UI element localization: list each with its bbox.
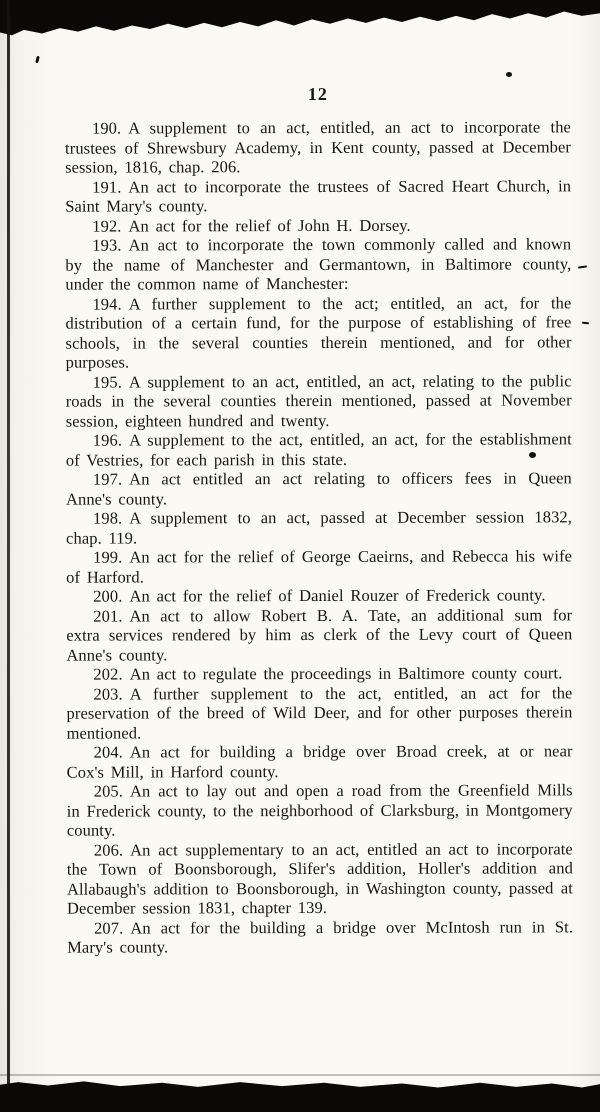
act-entry (65, 215, 571, 236)
ink-speck (506, 72, 512, 77)
entries-list (65, 117, 573, 957)
entry-text: An act for the relief of George Caeirns, and Rebecca his wife of Harford. (66, 546, 573, 587)
entry-number: 204. (93, 742, 123, 762)
scan-artifact-top-edge (0, 0, 600, 44)
act-entry (66, 546, 572, 586)
entry-text: An act for the relief of Daniel Rouzer of Frederick county. (129, 585, 546, 606)
act-entry (65, 176, 571, 216)
act-entry (66, 663, 572, 684)
entry-number: 195. (92, 372, 122, 392)
entry-text: An act supplementary to an act, entitled an act to incorporate the Town of Boonsborough, Slifer's addition, Holler's addition and Allabaugh's addition to Boonsborough, in Washington county, passed at December session 1831, chapter 139. (66, 838, 573, 918)
entry-number: 202. (93, 664, 123, 684)
act-entry (67, 741, 573, 781)
page-number: 12 (307, 83, 328, 105)
entry-number: 207. (94, 918, 124, 938)
entry-number: 190. (91, 118, 122, 138)
entry-number: 206. (93, 840, 124, 860)
entry-number: 200. (93, 586, 123, 606)
scan-artifact-left-edge (7, 0, 10, 1112)
act-entry (66, 507, 572, 547)
entry-number: 192. (92, 216, 122, 236)
entry-text: An act for the building a bridge over McIntosh run in St. Mary's county. (67, 916, 574, 957)
entry-number: 201. (93, 606, 123, 626)
entry-number: 194. (92, 294, 122, 314)
ink-speck (582, 322, 589, 325)
act-entry (66, 468, 572, 508)
act-entry (66, 683, 572, 743)
ink-speck (35, 56, 40, 64)
act-entry (65, 117, 571, 177)
act-entry (67, 780, 573, 840)
entry-text: A further supplement to the act, entitled, an act for the preservation of the breed of Wild Deer, and for other purposes therein mentioned. (66, 682, 573, 743)
entry-number: 193. (92, 235, 122, 255)
entry-number: 198. (92, 508, 123, 528)
entry-text: An act for building a bridge over Broad creek, at or near Cox's Mill, in Harford county. (66, 741, 573, 782)
entry-number: 203. (93, 684, 123, 704)
entry-text: An act for the relief of John H. Dorsey. (128, 215, 411, 235)
act-entry (66, 605, 572, 665)
act-entry (67, 839, 573, 918)
entry-text: An act to incorporate the trustees of Sacred Heart Church, in Saint Mary's county. (65, 175, 572, 216)
scan-artifact-bottom-edge (0, 1078, 600, 1112)
entry-text: An act to regulate the proceedings in Baltimore county court. (129, 663, 563, 684)
act-entry (65, 293, 571, 372)
entry-text: A further supplement to the act; entitled, an act, for the distribution of a certain fund, for the purpose of establishing of free schools, in the several counties therein mentioned, and for other purposes. (65, 292, 572, 372)
entry-text: An act to lay out and open a road from the Greenfield Mills in Frederick county, to the neighborhood of Clarksburg, in Montgomery county. (66, 780, 573, 840)
entry-number: 191. (92, 177, 122, 197)
entry-text: An act entitled an act relating to officers fees in Queen Anne's county. (65, 468, 572, 509)
act-entry (66, 429, 572, 469)
entry-text: A supplement to an act, passed at December session 1832, chap. 119. (66, 507, 573, 548)
entry-text: A supplement to the act, entitled, an act, for the establishment of Vestries, for each parish in this state. (65, 429, 572, 470)
ink-speck (578, 265, 587, 268)
entry-number: 197. (92, 469, 123, 489)
scan-artifact-bottom-shadow (0, 1074, 600, 1076)
act-entry (66, 585, 572, 606)
act-entry (65, 234, 571, 294)
page-content (65, 83, 573, 957)
entry-text: A supplement to an act, entitled, an act to incorporate the trustees of Shrewsbury Academy, in Kent county, passed at December session, 1816, chap. 206. (64, 117, 572, 177)
entry-text: A supplement to an act, entitled, an act, relating to the public roads in the several counties therein mentioned, passed at November session, eighteen hundred and twenty. (65, 370, 572, 431)
act-entry (66, 371, 572, 431)
entry-text: An act to incorporate the town commonly called and known by the name of Manchester and Germantown, in Baltimore county, under the common name of Manchester: (65, 234, 572, 294)
entry-number: 199. (93, 547, 123, 567)
entry-number: 196. (92, 430, 123, 450)
entry-number: 205. (93, 781, 124, 801)
entry-text: An act to allow Robert B. A. Tate, an additional sum for extra services rendered by him as clerk of the Levy court of Queen Anne's county. (66, 604, 573, 665)
act-entry (67, 917, 573, 957)
